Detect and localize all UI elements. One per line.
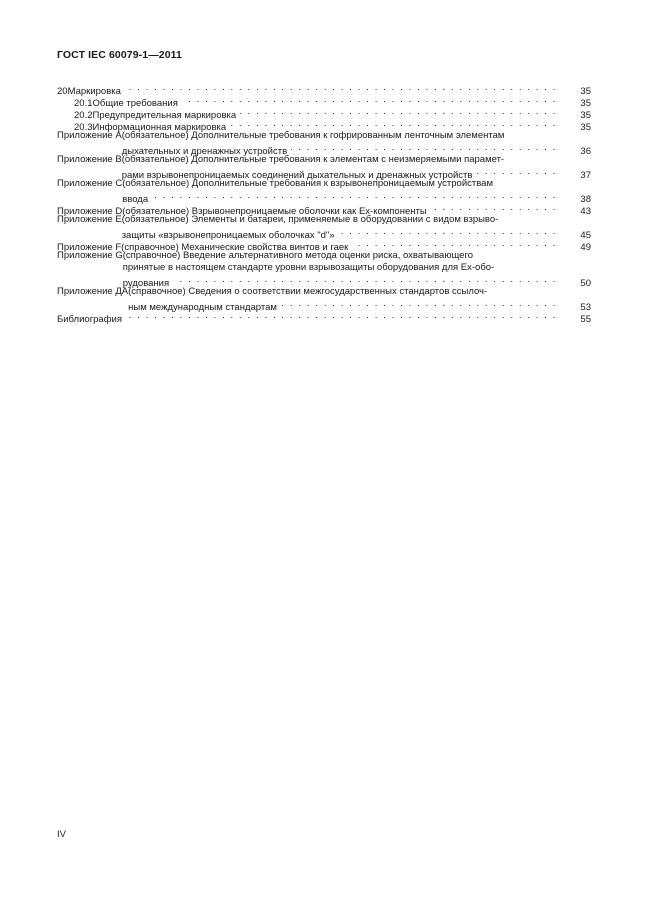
toc-line bbox=[57, 226, 591, 241]
toc-entry[interactable] bbox=[57, 106, 591, 121]
toc-page-number: 38 bbox=[580, 194, 591, 205]
toc-line bbox=[57, 178, 591, 190]
toc-entry[interactable] bbox=[57, 238, 591, 253]
toc-entry-number: Приложение G bbox=[57, 250, 123, 261]
toc-entry[interactable] bbox=[57, 286, 591, 313]
toc-page-number: 35 bbox=[580, 98, 591, 109]
toc-entry-number: 20.2 bbox=[74, 110, 93, 121]
toc-line bbox=[57, 94, 591, 109]
toc-entry-number: Приложение F bbox=[57, 242, 122, 253]
toc-entry-number: Приложение С bbox=[57, 178, 123, 189]
toc-entry-title: Маркировка bbox=[67, 86, 121, 97]
toc-page-number: 35 bbox=[580, 122, 591, 133]
toc-leader-dots bbox=[431, 202, 557, 214]
toc-entry-title: (справочное) Введение альтернативного метода оценки риска, охватывающего bbox=[122, 250, 473, 261]
toc-line bbox=[57, 286, 591, 298]
toc-line bbox=[57, 250, 591, 262]
toc-page-number: 35 bbox=[580, 110, 591, 121]
toc-page-number: 49 bbox=[580, 242, 591, 253]
toc-entry-title: ным международным стандартам bbox=[128, 302, 277, 313]
toc-entry[interactable] bbox=[57, 250, 591, 289]
toc-leader-dots bbox=[352, 238, 557, 250]
toc-page-number: 36 bbox=[580, 146, 591, 157]
toc-page-number: 45 bbox=[580, 230, 591, 241]
toc-entry-title: Информационная маркировка bbox=[92, 122, 227, 133]
toc-entry[interactable] bbox=[57, 118, 591, 133]
toc-leader-dots bbox=[291, 142, 557, 154]
toc-leader-dots bbox=[152, 190, 557, 202]
toc-entry-number: Приложение А bbox=[57, 130, 122, 141]
toc-page-number: 53 bbox=[580, 302, 591, 313]
toc-line bbox=[57, 118, 591, 133]
toc-line bbox=[57, 262, 591, 274]
toc-entry-number: Приложение В bbox=[57, 154, 122, 165]
document-header: ГОСТ IEC 60079-1—2011 bbox=[57, 49, 182, 61]
toc-entry[interactable] bbox=[57, 82, 591, 97]
toc-entry-title: (обязательное) Элементы и батареи, применяемые в оборудовании с видом взрыво- bbox=[121, 214, 499, 225]
toc-entry-title: дыхательных и дренажных устройств bbox=[121, 146, 288, 157]
toc-entry-number: Приложение ДА bbox=[57, 286, 129, 297]
toc-entry[interactable] bbox=[57, 154, 591, 181]
toc-leader-dots bbox=[240, 106, 557, 118]
toc-entry-title: (обязательное) Дополнительные требования к взрывонепроницаемым устройствам bbox=[122, 178, 493, 189]
toc-line bbox=[57, 190, 591, 205]
toc-line bbox=[57, 310, 591, 325]
toc-entry-title: принятые в настоящем стандарте уровни взрывозащиты оборудования для Ех-обо- bbox=[122, 262, 495, 273]
toc-page-number: 37 bbox=[580, 170, 591, 181]
toc-line bbox=[57, 202, 591, 217]
toc-entry-title: рудования bbox=[122, 278, 170, 289]
page-number: IV bbox=[57, 829, 66, 840]
toc-entry-number: 20.1 bbox=[74, 98, 93, 109]
toc-entry-number: 20.3 bbox=[74, 122, 93, 133]
toc-line bbox=[57, 106, 591, 121]
toc-line bbox=[57, 274, 591, 289]
toc-page-number: 43 bbox=[580, 206, 591, 217]
toc-page-number: 35 bbox=[580, 86, 591, 97]
toc-entry-title: Общие требования bbox=[92, 98, 178, 109]
toc-entry-title: (обязательное) Дополнительные требования к гофрированным ленточным элементам bbox=[121, 130, 505, 141]
toc-entry-title: рами взрывонепроницаемых соединений дыхательных и дренажных устройств bbox=[121, 170, 473, 181]
toc-leader-dots bbox=[230, 118, 557, 130]
toc-entry-number: Приложение Е bbox=[57, 214, 122, 225]
toc-entry[interactable] bbox=[57, 94, 591, 109]
toc-entry-title: (обязательное) Дополнительные требования к элементам с неизмеряемыми парамет- bbox=[121, 154, 505, 165]
toc-entry-title: Предупредительная маркировка bbox=[92, 110, 237, 121]
toc-leader-dots bbox=[476, 166, 557, 178]
toc-entry-number: Приложение D bbox=[57, 206, 123, 217]
toc-entry-title: (справочное) Сведения о соответствии межгосударственных стандартов ссылоч- bbox=[128, 286, 488, 297]
toc-entry[interactable] bbox=[57, 214, 591, 241]
toc-leader-dots bbox=[339, 226, 557, 238]
toc-line bbox=[57, 238, 591, 253]
toc-leader-dots bbox=[126, 310, 557, 322]
toc-entry[interactable] bbox=[57, 178, 591, 205]
toc-entry-title: Библиография bbox=[57, 314, 122, 325]
toc-entry-title: ввода bbox=[122, 194, 149, 205]
toc-entry-title: защиты «взрывонепроницаемых оболочках "d"» bbox=[121, 230, 335, 241]
toc-line bbox=[57, 154, 591, 166]
toc-entry[interactable] bbox=[57, 130, 591, 157]
toc-line bbox=[57, 142, 591, 157]
toc-leader-dots bbox=[173, 274, 557, 286]
toc-leader-dots bbox=[281, 298, 557, 310]
toc-line bbox=[57, 298, 591, 313]
toc-line bbox=[57, 166, 591, 181]
toc-entry[interactable] bbox=[57, 202, 591, 217]
toc-leader-dots bbox=[182, 94, 557, 106]
toc-leader-dots bbox=[125, 82, 557, 94]
toc-entry-title: (справочное) Механические свойства винтов и гаек bbox=[121, 242, 349, 253]
toc-page-number: 55 bbox=[580, 314, 591, 325]
toc-page-number: 50 bbox=[580, 278, 591, 289]
toc-entry-number: 20 bbox=[57, 86, 68, 97]
toc-line bbox=[57, 130, 591, 142]
toc-line bbox=[57, 214, 591, 226]
table-of-contents bbox=[57, 82, 591, 325]
toc-line bbox=[57, 82, 591, 97]
toc-entry-title: (обязательное) Взрывонепроницаемые оболочки как Ех-компоненты bbox=[122, 206, 427, 217]
toc-entry[interactable] bbox=[57, 310, 591, 325]
